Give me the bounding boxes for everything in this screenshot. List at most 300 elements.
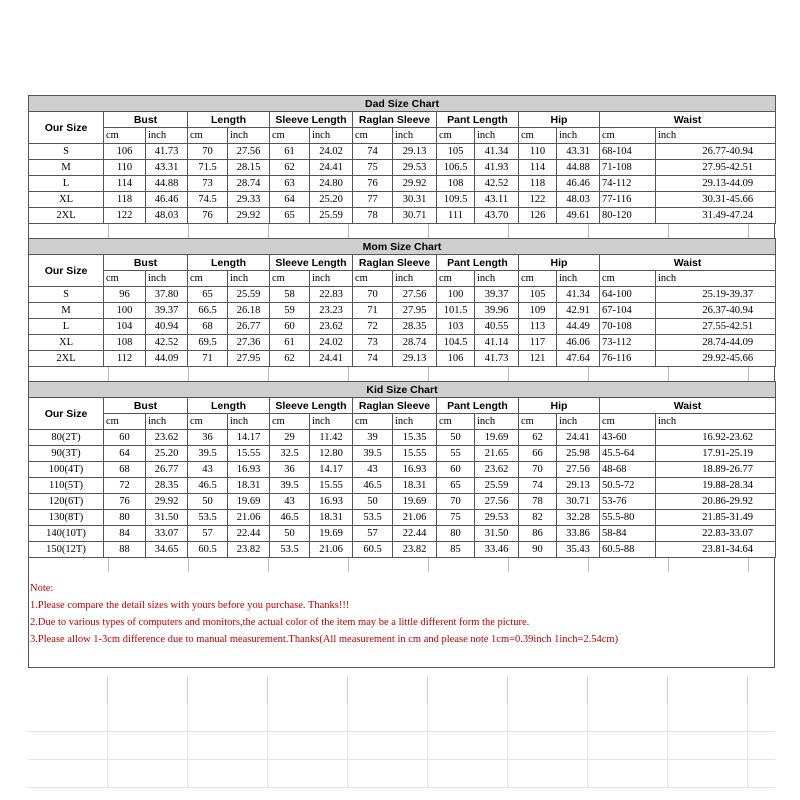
unit-label: cm (600, 271, 656, 287)
cell-value: 36 (270, 462, 310, 478)
table-row (29, 351, 776, 367)
cell-value: 20.86-29.92 (656, 494, 776, 510)
cell-value: 61 (270, 144, 310, 160)
cell-value: 53.5 (270, 542, 310, 558)
cell-value: 60 (104, 430, 146, 446)
cell-value: 30.31 (393, 192, 437, 208)
cell-value: 15.35 (393, 430, 437, 446)
cell-value: 28.74 (228, 176, 270, 192)
cell-value: 43.70 (475, 208, 519, 224)
cell-value: 26.77-40.94 (656, 144, 776, 160)
note-line: 3.Please allow 1-3cm difference due to manual measurement.Thanks(All measurement in cm and please note 1cm=0.39inch 1inch=2.54cm) (30, 634, 619, 645)
cell-value: 50 (437, 430, 475, 446)
unit-label: inch (146, 128, 188, 144)
cell-value: 44.09 (146, 351, 188, 367)
cell-value: 63 (270, 176, 310, 192)
cell-value: 31.50 (146, 510, 188, 526)
size-label: XL (29, 192, 104, 208)
cell-value: 78 (519, 494, 557, 510)
cell-value: 39.37 (475, 287, 519, 303)
size-label: 90(3T) (29, 446, 104, 462)
cell-value: 29.13 (557, 478, 600, 494)
unit-label: inch (393, 414, 437, 430)
cell-value: 121 (519, 351, 557, 367)
size-label: 120(6T) (29, 494, 104, 510)
spreadsheet-grid-lower (28, 704, 775, 788)
unit-label: inch (557, 128, 600, 144)
cell-value: 39.5 (270, 478, 310, 494)
cell-value: 40.94 (146, 319, 188, 335)
size-table-1 (28, 238, 776, 367)
group-header: Bust (104, 398, 188, 414)
cell-value: 33.86 (557, 526, 600, 542)
group-header: Length (188, 112, 270, 128)
unit-label: inch (146, 414, 188, 430)
size-label: L (29, 176, 104, 192)
cell-value: 70-108 (600, 319, 656, 335)
cell-value: 39.5 (188, 446, 228, 462)
cell-value: 44.49 (557, 319, 600, 335)
cell-value: 35.43 (557, 542, 600, 558)
cell-value: 29.92 (393, 176, 437, 192)
cell-value: 23.62 (146, 430, 188, 446)
table-row (29, 208, 776, 224)
cell-value: 46.46 (146, 192, 188, 208)
cell-value: 21.85-31.49 (656, 510, 776, 526)
cell-value: 85 (437, 542, 475, 558)
cell-value: 41.14 (475, 335, 519, 351)
size-label: 150(12T) (29, 542, 104, 558)
table-row (29, 510, 776, 526)
table-row (29, 478, 776, 494)
cell-value: 23.23 (310, 303, 353, 319)
cell-value: 18.31 (310, 510, 353, 526)
cell-value: 60.5 (188, 542, 228, 558)
cell-value: 22.44 (228, 526, 270, 542)
cell-value: 53.5 (188, 510, 228, 526)
cell-value: 80 (104, 510, 146, 526)
cell-value: 76-116 (600, 351, 656, 367)
cell-value: 39 (353, 430, 393, 446)
cell-value: 118 (519, 176, 557, 192)
unit-label: cm (600, 414, 656, 430)
cell-value: 74 (353, 144, 393, 160)
cell-value: 33.07 (146, 526, 188, 542)
size-label: L (29, 319, 104, 335)
cell-value: 74 (353, 351, 393, 367)
cell-value: 126 (519, 208, 557, 224)
unit-label: inch (228, 128, 270, 144)
cell-value: 60 (437, 462, 475, 478)
size-label: XL (29, 335, 104, 351)
cell-value: 25.20 (146, 446, 188, 462)
group-header: Pant Length (437, 398, 519, 414)
cell-value: 15.55 (393, 446, 437, 462)
unit-label: inch (557, 271, 600, 287)
cell-value: 109 (519, 303, 557, 319)
cell-value: 50.5-72 (600, 478, 656, 494)
cell-value: 28.74-44.09 (656, 335, 776, 351)
cell-value: 44.88 (557, 160, 600, 176)
cell-value: 28.15 (228, 160, 270, 176)
unit-label: cm (600, 128, 656, 144)
unit-label: inch (393, 128, 437, 144)
cell-value: 19.88-28.34 (656, 478, 776, 494)
spacer-row (28, 558, 775, 572)
cell-value: 42.91 (557, 303, 600, 319)
cell-value: 19.69 (310, 526, 353, 542)
table-row (29, 319, 776, 335)
cell-value: 74 (519, 478, 557, 494)
cell-value: 16.93 (393, 462, 437, 478)
unit-label: cm (353, 271, 393, 287)
group-header: Raglan Sleeve (353, 398, 437, 414)
cell-value: 69.5 (188, 335, 228, 351)
cell-value: 48-68 (600, 462, 656, 478)
unit-label: cm (353, 414, 393, 430)
cell-value: 36 (188, 430, 228, 446)
cell-value: 24.02 (310, 335, 353, 351)
cell-value: 55.5-80 (600, 510, 656, 526)
size-table-0 (28, 95, 776, 224)
cell-value: 60.5-88 (600, 542, 656, 558)
cell-value: 43.31 (557, 144, 600, 160)
table-row (29, 494, 776, 510)
cell-value: 27.56 (228, 144, 270, 160)
cell-value: 122 (519, 192, 557, 208)
table-row (29, 144, 776, 160)
group-header: Bust (104, 255, 188, 271)
size-table-2 (28, 381, 776, 558)
cell-value: 41.73 (146, 144, 188, 160)
cell-value: 19.69 (393, 494, 437, 510)
cell-value: 106.5 (437, 160, 475, 176)
cell-value: 27.56 (475, 494, 519, 510)
cell-value: 46.5 (188, 478, 228, 494)
cell-value: 29 (270, 430, 310, 446)
table-row (29, 303, 776, 319)
cell-value: 39.96 (475, 303, 519, 319)
cell-value: 84 (104, 526, 146, 542)
cell-value: 46.06 (557, 335, 600, 351)
cell-value: 26.18 (228, 303, 270, 319)
cell-value: 29.53 (475, 510, 519, 526)
cell-value: 26.77 (228, 319, 270, 335)
cell-value: 49.61 (557, 208, 600, 224)
cell-value: 42.52 (146, 335, 188, 351)
unit-label: cm (104, 128, 146, 144)
cell-value: 100 (437, 287, 475, 303)
cell-value: 103 (437, 319, 475, 335)
cell-value: 62 (519, 430, 557, 446)
group-header: Hip (519, 112, 600, 128)
cell-value: 29.13 (393, 351, 437, 367)
cell-value: 21.06 (393, 510, 437, 526)
cell-value: 48.03 (557, 192, 600, 208)
cell-value: 18.89-26.77 (656, 462, 776, 478)
cell-value: 80-120 (600, 208, 656, 224)
spacer-row (28, 367, 775, 381)
unit-label: cm (270, 414, 310, 430)
cell-value: 24.41 (310, 351, 353, 367)
cell-value: 37.80 (146, 287, 188, 303)
unit-label: cm (437, 414, 475, 430)
cell-value: 75 (353, 160, 393, 176)
cell-value: 57 (353, 526, 393, 542)
cell-value: 23.82 (228, 542, 270, 558)
group-header: Length (188, 398, 270, 414)
cell-value: 33.46 (475, 542, 519, 558)
note-line: 1.Please compare the detail sizes with yours before you purchase. Thanks!!! (30, 600, 350, 611)
cell-value: 43 (353, 462, 393, 478)
cell-value: 18.31 (393, 478, 437, 494)
size-chart-sheet (28, 95, 775, 668)
unit-label: cm (104, 271, 146, 287)
cell-value: 60 (270, 319, 310, 335)
cell-value: 109.5 (437, 192, 475, 208)
group-header: Waist (600, 255, 776, 271)
unit-label: inch (310, 414, 353, 430)
cell-value: 65 (270, 208, 310, 224)
unit-label: inch (310, 271, 353, 287)
cell-value: 14.17 (310, 462, 353, 478)
cell-value: 25.20 (310, 192, 353, 208)
cell-value: 40.55 (475, 319, 519, 335)
cell-value: 31.49-47.24 (656, 208, 776, 224)
cell-value: 106 (437, 351, 475, 367)
cell-value: 73 (188, 176, 228, 192)
size-label: M (29, 303, 104, 319)
group-header: Sleeve Length (270, 398, 353, 414)
cell-value: 27.95 (393, 303, 437, 319)
cell-value: 23.62 (475, 462, 519, 478)
size-label: 100(4T) (29, 462, 104, 478)
cell-value: 21.65 (475, 446, 519, 462)
cell-value: 24.02 (310, 144, 353, 160)
cell-value: 71 (188, 351, 228, 367)
cell-value: 31.50 (475, 526, 519, 542)
cell-value: 48.03 (146, 208, 188, 224)
unit-label: cm (519, 128, 557, 144)
size-label: 130(8T) (29, 510, 104, 526)
cell-value: 57 (188, 526, 228, 542)
group-header: Sleeve Length (270, 255, 353, 271)
cell-value: 64 (104, 446, 146, 462)
unit-label: inch (656, 271, 776, 287)
unit-label: cm (519, 414, 557, 430)
cell-value: 29.13-44.09 (656, 176, 776, 192)
size-label: 2XL (29, 208, 104, 224)
cell-value: 105 (519, 287, 557, 303)
table-row (29, 192, 776, 208)
cell-value: 24.41 (557, 430, 600, 446)
cell-value: 43-60 (600, 430, 656, 446)
cell-value: 23.82 (393, 542, 437, 558)
cell-value: 100 (104, 303, 146, 319)
cell-value: 106 (104, 144, 146, 160)
cell-value: 71.5 (188, 160, 228, 176)
cell-value: 18.31 (228, 478, 270, 494)
table-row (29, 335, 776, 351)
note-line: 2.Due to various types of computers and monitors,the actual color of the item may be a little different form the picture. (30, 617, 530, 628)
cell-value: 111 (437, 208, 475, 224)
cell-value: 53-76 (600, 494, 656, 510)
cell-value: 62 (270, 160, 310, 176)
unit-label: cm (270, 128, 310, 144)
cell-value: 39.5 (353, 446, 393, 462)
unit-label: cm (188, 128, 228, 144)
spacer-row (28, 224, 775, 238)
cell-value: 16.92-23.62 (656, 430, 776, 446)
unit-label: inch (393, 271, 437, 287)
cell-value: 43 (188, 462, 228, 478)
cell-value: 32.5 (270, 446, 310, 462)
cell-value: 34.65 (146, 542, 188, 558)
cell-value: 27.36 (228, 335, 270, 351)
cell-value: 24.41 (310, 160, 353, 176)
group-header: Pant Length (437, 112, 519, 128)
group-header: Raglan Sleeve (353, 255, 437, 271)
cell-value: 30.71 (557, 494, 600, 510)
cell-value: 65 (437, 478, 475, 494)
size-label: M (29, 160, 104, 176)
size-label: S (29, 144, 104, 160)
table-title: Kid Size Chart (29, 382, 776, 398)
cell-value: 88 (104, 542, 146, 558)
table-title: Dad Size Chart (29, 96, 776, 112)
cell-value: 76 (353, 176, 393, 192)
cell-value: 82 (519, 510, 557, 526)
unit-label: cm (519, 271, 557, 287)
cell-value: 26.77 (146, 462, 188, 478)
cell-value: 16.93 (228, 462, 270, 478)
cell-value: 108 (437, 176, 475, 192)
cell-value: 23.62 (310, 319, 353, 335)
cell-value: 70 (188, 144, 228, 160)
unit-label: cm (270, 271, 310, 287)
cell-value: 15.55 (228, 446, 270, 462)
cell-value: 29.53 (393, 160, 437, 176)
table-row (29, 430, 776, 446)
cell-value: 74.5 (188, 192, 228, 208)
cell-value: 22.83 (310, 287, 353, 303)
cell-value: 113 (519, 319, 557, 335)
cell-value: 72 (104, 478, 146, 494)
our-size-header: Our Size (29, 255, 104, 287)
cell-value: 28.74 (393, 335, 437, 351)
cell-value: 44.88 (146, 176, 188, 192)
unit-label: cm (188, 414, 228, 430)
unit-label: inch (475, 271, 519, 287)
group-header: Hip (519, 398, 600, 414)
cell-value: 41.93 (475, 160, 519, 176)
cell-value: 68 (104, 462, 146, 478)
cell-value: 39.37 (146, 303, 188, 319)
group-header: Raglan Sleeve (353, 112, 437, 128)
table-row (29, 176, 776, 192)
cell-value: 11.42 (310, 430, 353, 446)
cell-value: 64-100 (600, 287, 656, 303)
cell-value: 58 (270, 287, 310, 303)
cell-value: 53.5 (353, 510, 393, 526)
cell-value: 122 (104, 208, 146, 224)
cell-value: 61 (270, 335, 310, 351)
cell-value: 65 (188, 287, 228, 303)
cell-value: 77-116 (600, 192, 656, 208)
cell-value: 64 (270, 192, 310, 208)
cell-value: 32.28 (557, 510, 600, 526)
cell-value: 27.95-42.51 (656, 160, 776, 176)
cell-value: 104 (104, 319, 146, 335)
unit-label: inch (475, 414, 519, 430)
cell-value: 41.34 (557, 287, 600, 303)
unit-label: inch (656, 128, 776, 144)
cell-value: 50 (353, 494, 393, 510)
unit-label: inch (228, 271, 270, 287)
group-header: Pant Length (437, 255, 519, 271)
cell-value: 86 (519, 526, 557, 542)
group-header: Bust (104, 112, 188, 128)
size-label: 140(10T) (29, 526, 104, 542)
cell-value: 23.81-34.64 (656, 542, 776, 558)
cell-value: 29.92 (146, 494, 188, 510)
cell-value: 117 (519, 335, 557, 351)
cell-value: 50 (188, 494, 228, 510)
cell-value: 114 (104, 176, 146, 192)
unit-label: inch (310, 128, 353, 144)
cell-value: 58-84 (600, 526, 656, 542)
cell-value: 42.52 (475, 176, 519, 192)
group-header: Waist (600, 112, 776, 128)
notes-block (28, 572, 775, 668)
group-header: Sleeve Length (270, 112, 353, 128)
cell-value: 76 (188, 208, 228, 224)
cell-value: 43.11 (475, 192, 519, 208)
cell-value: 26.37-40.94 (656, 303, 776, 319)
cell-value: 30.71 (393, 208, 437, 224)
size-label: 80(2T) (29, 430, 104, 446)
cell-value: 80 (437, 526, 475, 542)
size-label: 110(5T) (29, 478, 104, 494)
cell-value: 19.69 (475, 430, 519, 446)
cell-value: 101.5 (437, 303, 475, 319)
cell-value: 17.91-25.19 (656, 446, 776, 462)
unit-label: inch (557, 414, 600, 430)
cell-value: 112 (104, 351, 146, 367)
unit-label: cm (104, 414, 146, 430)
unit-label: inch (146, 271, 188, 287)
cell-value: 50 (270, 526, 310, 542)
cell-value: 27.95 (228, 351, 270, 367)
cell-value: 68-104 (600, 144, 656, 160)
cell-value: 110 (104, 160, 146, 176)
cell-value: 55 (437, 446, 475, 462)
table-title: Mom Size Chart (29, 239, 776, 255)
cell-value: 19.69 (228, 494, 270, 510)
cell-value: 96 (104, 287, 146, 303)
table-row (29, 462, 776, 478)
cell-value: 105 (437, 144, 475, 160)
cell-value: 46.46 (557, 176, 600, 192)
group-header: Hip (519, 255, 600, 271)
cell-value: 41.34 (475, 144, 519, 160)
cell-value: 70 (437, 494, 475, 510)
cell-value: 66 (519, 446, 557, 462)
cell-value: 104.5 (437, 335, 475, 351)
cell-value: 60.5 (353, 542, 393, 558)
cell-value: 25.98 (557, 446, 600, 462)
cell-value: 21.06 (310, 542, 353, 558)
